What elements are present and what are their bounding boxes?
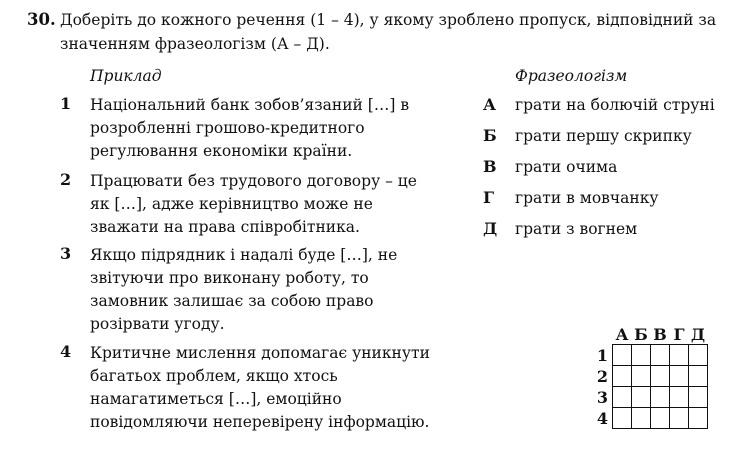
grid-column-header: Д [690,325,706,344]
grid-column-header: В [653,325,667,344]
answer-cell[interactable] [651,345,670,366]
question-text-line-1: Доберіть до кожного речення (1 – 4), у якому зроблено пропуск, відповідний за [60,11,717,29]
phrase-letter: Д [483,219,498,238]
answer-cell[interactable] [670,345,689,366]
answer-cell[interactable] [632,408,651,429]
phrases-header: Фразеологізм [515,67,628,85]
phrase-text: грати першу скрипку [515,127,692,145]
example-text: Критичне мислення допомагає уникнути багатьох проблем, якщо хтось намагатиметься […], емоційно повідомляючи неперевірену інформацію. [90,344,430,431]
example-number: 1 [60,94,72,113]
answer-cell[interactable] [670,387,689,408]
phrase-text: грати в мовчанку [515,189,659,207]
answer-cell[interactable] [632,366,651,387]
answer-cell[interactable] [670,408,689,429]
phrase-text: грати на болючій струні [515,96,715,114]
answer-cell[interactable] [613,387,632,408]
answer-cell[interactable] [689,408,708,429]
question-text-line-2: значенням фразеологізм (А – Д). [60,35,330,53]
answer-cell[interactable] [613,345,632,366]
answer-grid [592,325,708,429]
example-text: Якщо підрядник і надалі буде […], не звітуючи про виконану роботу, то замовник залишає за собою право розірвати угоду. [90,246,398,333]
answer-cell[interactable] [689,366,708,387]
answer-cell[interactable] [651,366,670,387]
grid-column-header: А [615,325,629,344]
answer-cell[interactable] [689,387,708,408]
answer-cell[interactable] [651,387,670,408]
phrase-letter: Г [483,188,495,207]
phrase-letter: А [483,95,497,114]
grid-column-header: Б [634,325,648,344]
question-number: 30. [27,10,56,29]
example-number: 3 [60,244,72,263]
answer-cell[interactable] [670,366,689,387]
phrase-letter: В [483,157,497,176]
grid-row-header: 3 [596,387,608,407]
example-number: 2 [60,170,72,189]
grid-row-header: 2 [596,366,608,386]
example-text: Національний банк зобов’язаний […] в розробленні грошово-кредитного регулювання економіки країни. [90,96,410,160]
phrase-text: грати з вогнем [515,220,638,238]
grid-column-header: Г [673,325,685,344]
phrase-letter: Б [483,126,497,145]
answer-cell[interactable] [613,408,632,429]
examples-header: Приклад [90,67,162,85]
answer-cell[interactable] [651,408,670,429]
example-number: 4 [60,342,72,361]
phrase-text: грати очима [515,158,618,176]
grid-row-header: 4 [596,408,608,428]
answer-cell[interactable] [689,345,708,366]
example-text: Працювати без трудового договору – це як […], адже керівництво може не зважати на права співробітника. [90,172,417,236]
answer-cell[interactable] [632,345,651,366]
answer-cell[interactable] [613,366,632,387]
grid-row-header: 1 [596,345,608,365]
answer-cell[interactable] [632,387,651,408]
